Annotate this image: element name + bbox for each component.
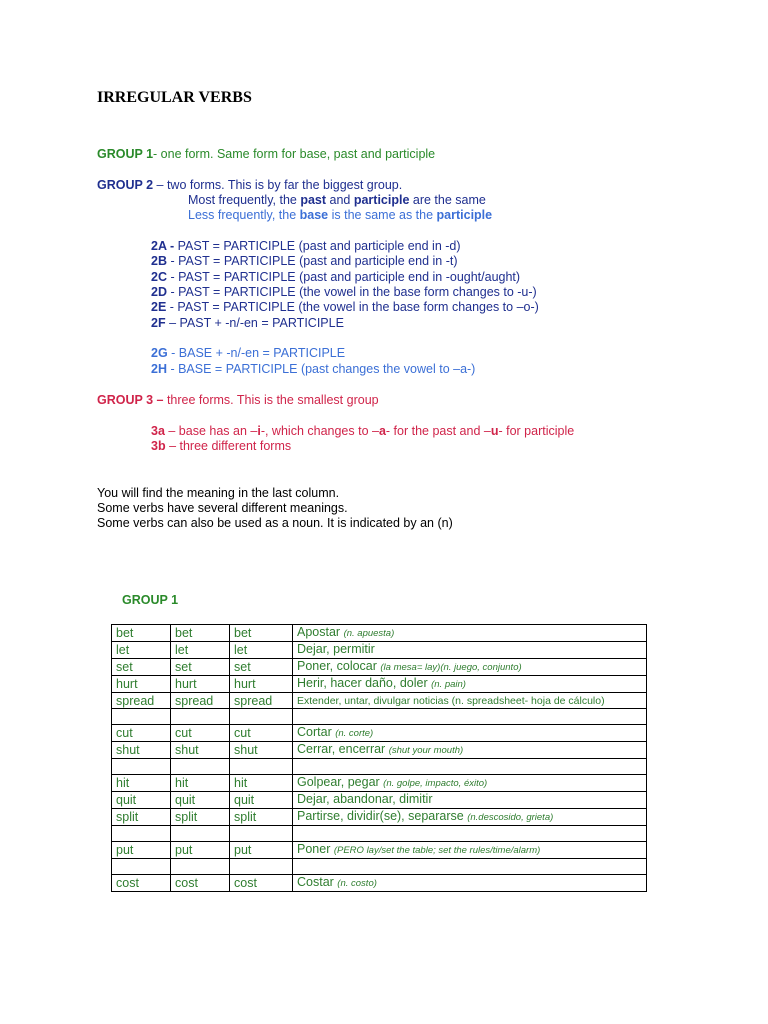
meaning-text: Golpear, pegar: [297, 774, 384, 789]
participle-cell: set: [230, 659, 293, 676]
base-cell: spread: [112, 693, 171, 709]
participle-cell: spread: [230, 693, 293, 709]
participle-cell: [230, 758, 293, 774]
verb-table: [111, 624, 647, 892]
base-cell: cut: [112, 724, 171, 741]
table-row: [112, 741, 647, 758]
group3-line: [97, 393, 379, 408]
participle-cell: bet: [230, 625, 293, 642]
base-cell: quit: [112, 791, 171, 808]
meaning-text: Dejar, permitir: [297, 642, 375, 656]
table-row: [112, 724, 647, 741]
text-span: are the same: [409, 193, 486, 207]
meaning-text: Apostar: [297, 625, 344, 639]
text-bold: u: [490, 424, 499, 438]
meaning-note: (la mesa= lay)(n. juego, conjunto): [380, 662, 522, 673]
subgroup-2f: [151, 316, 344, 331]
base-cell: [112, 758, 171, 774]
base-cell: cost: [112, 874, 171, 891]
text-span: – base has an –: [164, 424, 258, 438]
subgroup-3a: [151, 424, 574, 439]
text-bold: participle: [436, 208, 493, 222]
text-bold: past: [300, 193, 327, 207]
participle-cell: [230, 709, 293, 725]
group3-heading: GROUP 3 –: [97, 393, 164, 407]
subgroup-2e: [151, 300, 539, 315]
table-row: [112, 659, 647, 676]
text-bold: base: [299, 208, 329, 222]
text-bold: participle: [353, 193, 410, 207]
meaning-text: Partirse, dividir(se), separarse: [297, 808, 468, 823]
meaning-cell: [293, 825, 647, 841]
participle-cell: cost: [230, 874, 293, 891]
table-row: [112, 709, 647, 725]
participle-cell: hurt: [230, 676, 293, 693]
meaning-cell: [293, 676, 647, 693]
meaning-text: Poner, colocar: [297, 659, 381, 673]
meaning-cell: [293, 625, 647, 642]
text-span: is the same as the: [328, 208, 437, 222]
subgroup-code: 2B: [151, 254, 167, 268]
past-cell: shut: [171, 741, 230, 758]
table-row: [112, 758, 647, 774]
subgroup-text: - PAST = PARTICIPLE (past and participle end in -t): [166, 254, 458, 268]
table-row: [112, 693, 647, 709]
subgroup-text: – PAST + -n/-en = PARTICIPLE: [165, 316, 344, 330]
base-cell: [112, 858, 171, 874]
past-cell: hit: [171, 774, 230, 791]
meaning-text: Cerrar, encerrar: [297, 741, 389, 756]
subgroup-code: 2C: [151, 270, 167, 284]
meaning-cell: [293, 693, 647, 709]
base-cell: set: [112, 659, 171, 676]
subgroup-2h: [151, 362, 475, 377]
base-cell: hurt: [112, 676, 171, 693]
group2-line: [97, 178, 402, 193]
base-cell: put: [112, 841, 171, 858]
meaning-text: Poner: [297, 841, 334, 856]
past-cell: let: [171, 642, 230, 659]
past-cell: spread: [171, 693, 230, 709]
subgroup-code: 2D: [151, 285, 167, 299]
note-line: You will find the meaning in the last column.: [97, 486, 340, 500]
subgroup-text: - BASE = PARTICIPLE (past changes the vowel to –a-): [166, 362, 476, 376]
participle-cell: cut: [230, 724, 293, 741]
subgroup-code: 3b: [151, 439, 166, 453]
text-span: and: [326, 193, 354, 207]
table-row: [112, 808, 647, 825]
subgroup-text: - BASE + -n/-en = PARTICIPLE: [167, 346, 346, 360]
group2-heading: GROUP 2: [97, 178, 154, 192]
meaning-text: Costar: [297, 874, 338, 889]
participle-cell: [230, 825, 293, 841]
meaning-note: (n. golpe, impacto, éxito): [383, 777, 488, 789]
table-row: [112, 774, 647, 791]
past-cell: cut: [171, 724, 230, 741]
subgroup-2a: [151, 239, 461, 254]
group2-less-frequent: [188, 208, 492, 223]
text-span: -, which changes to –: [260, 424, 379, 438]
table-row: [112, 676, 647, 693]
past-cell: cost: [171, 874, 230, 891]
meaning-cell: [293, 841, 647, 858]
subgroup-text: – three different forms: [165, 439, 292, 453]
meaning-note: (n. costo): [337, 877, 377, 889]
meaning-cell: [293, 659, 647, 676]
meaning-note: (n. apuesta): [343, 628, 395, 639]
note-line: Some verbs can also be used as a noun. It is indicated by an (n): [97, 516, 453, 530]
group2-most-frequent: [188, 193, 486, 208]
participle-cell: shut: [230, 741, 293, 758]
base-cell: [112, 709, 171, 725]
meaning-cell: [293, 774, 647, 791]
meaning-cell: [293, 758, 647, 774]
subgroup-2d: [151, 285, 537, 300]
meaning-cell: [293, 858, 647, 874]
text-bold: i: [257, 424, 261, 438]
group3-description: three forms. This is the smallest group: [163, 393, 379, 407]
participle-cell: [230, 858, 293, 874]
past-cell: split: [171, 808, 230, 825]
meaning-cell: [293, 874, 647, 891]
table-row: [112, 825, 647, 841]
table-heading: GROUP 1: [122, 593, 179, 607]
meaning-text: Dejar, abandonar, dimitir: [297, 791, 433, 806]
base-cell: shut: [112, 741, 171, 758]
participle-cell: quit: [230, 791, 293, 808]
subgroup-code: 2F: [151, 316, 166, 330]
base-cell: [112, 825, 171, 841]
subgroup-2c: [151, 270, 520, 285]
subgroup-code: 2A -: [151, 239, 178, 253]
past-cell: [171, 858, 230, 874]
text-span: - for participle: [498, 424, 575, 438]
meaning-cell: [293, 741, 647, 758]
group1-heading: GROUP 1: [97, 147, 154, 161]
subgroup-text: - PAST = PARTICIPLE (past and participle end in -ought/aught): [166, 270, 521, 284]
subgroup-2b: [151, 254, 458, 269]
note-line: Some verbs have several different meanings.: [97, 501, 348, 515]
past-cell: [171, 825, 230, 841]
base-cell: split: [112, 808, 171, 825]
past-cell: bet: [171, 625, 230, 642]
text-span: Less frequently, the: [188, 208, 300, 222]
meaning-cell: [293, 808, 647, 825]
base-cell: bet: [112, 625, 171, 642]
group1-line: [97, 147, 435, 162]
past-cell: hurt: [171, 676, 230, 693]
past-cell: [171, 709, 230, 725]
past-cell: set: [171, 659, 230, 676]
page-title: IRREGULAR VERBS: [97, 89, 252, 106]
participle-cell: let: [230, 642, 293, 659]
text-span: - for the past and –: [385, 424, 491, 438]
meaning-text: Cortar: [297, 724, 336, 739]
past-cell: quit: [171, 791, 230, 808]
meaning-note: (n. pain): [431, 679, 466, 690]
base-cell: let: [112, 642, 171, 659]
group2-description: – two forms. This is by far the biggest group.: [153, 178, 403, 192]
subgroup-3b: [151, 439, 291, 454]
meaning-note: Extender, untar, divulgar noticias (n. spreadsheet- hoja de cálculo): [297, 695, 605, 707]
subgroup-code: 2H: [151, 362, 167, 376]
subgroup-2g: [151, 346, 345, 361]
meaning-note: (shut your mouth): [388, 744, 464, 756]
meaning-cell: [293, 791, 647, 808]
meaning-cell: [293, 709, 647, 725]
participle-cell: hit: [230, 774, 293, 791]
meaning-cell: [293, 724, 647, 741]
meaning-cell: [293, 642, 647, 659]
table-row: [112, 625, 647, 642]
meaning-note: (n. corte): [335, 727, 374, 739]
subgroup-code: 3a: [151, 424, 165, 438]
subgroup-code: 2G: [151, 346, 168, 360]
subgroup-text: PAST = PARTICIPLE (past and participle end in -d): [177, 239, 461, 253]
past-cell: put: [171, 841, 230, 858]
meaning-note: (n.descosido, grieta): [467, 811, 554, 823]
table-row: [112, 841, 647, 858]
base-cell: hit: [112, 774, 171, 791]
text-span: Most frequently, the: [188, 193, 301, 207]
meaning-note: (PERO lay/set the table; set the rules/time/alarm): [333, 844, 541, 856]
table-row: [112, 874, 647, 891]
participle-cell: put: [230, 841, 293, 858]
group1-description: - one form. Same form for base, past and participle: [153, 147, 436, 161]
table-row: [112, 642, 647, 659]
participle-cell: split: [230, 808, 293, 825]
meaning-text: Herir, hacer daño, doler: [297, 676, 432, 690]
table-row: [112, 858, 647, 874]
subgroup-code: 2E: [151, 300, 167, 314]
subgroup-text: - PAST = PARTICIPLE (the vowel in the base form changes to –o-): [166, 300, 539, 314]
table-row: [112, 791, 647, 808]
subgroup-text: - PAST = PARTICIPLE (the vowel in the base form changes to -u-): [166, 285, 537, 299]
past-cell: [171, 758, 230, 774]
text-bold: a: [378, 424, 386, 438]
